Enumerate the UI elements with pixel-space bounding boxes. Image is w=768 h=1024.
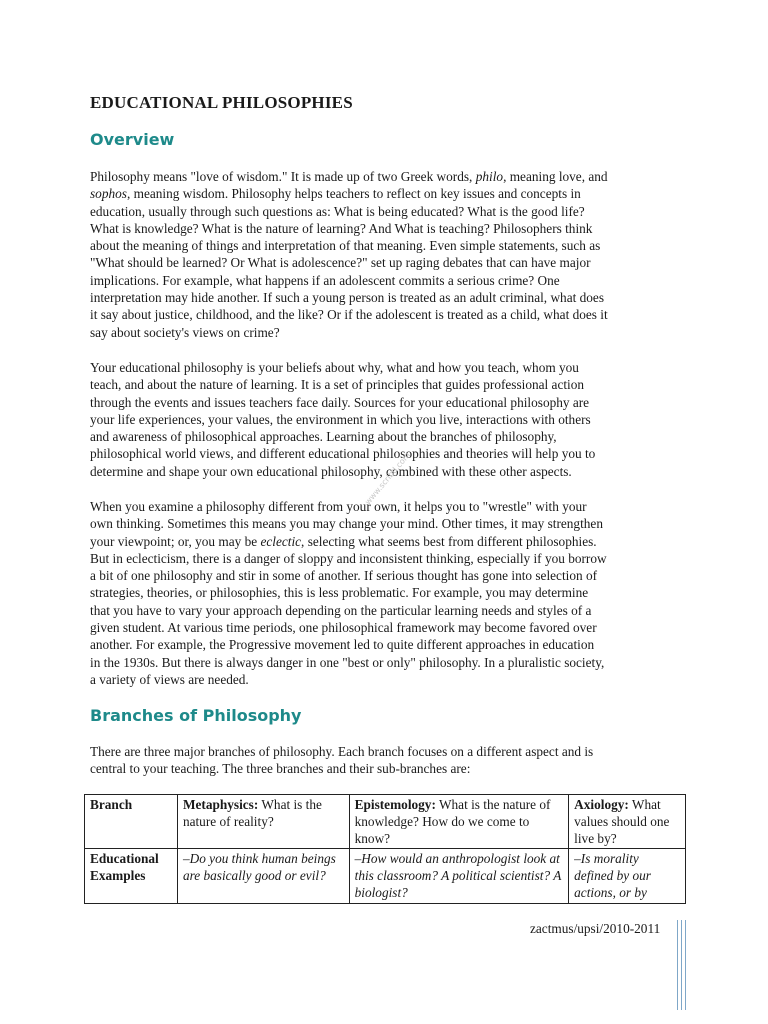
table-header-row <box>85 795 686 849</box>
overview-heading: Overview <box>90 130 175 149</box>
header-metaphysics: Metaphysics: What is the nature of reality? <box>177 795 349 849</box>
cell-metaphysics-example: –Do you think human beings are basically good or evil? <box>177 849 349 904</box>
footer-rule <box>685 920 686 1010</box>
header-axiology: Axiology: What values should one live by? <box>569 795 686 849</box>
table-row <box>85 849 686 904</box>
header-branch: Branch <box>85 795 178 849</box>
watermark: www.scribd.com <box>363 450 413 507</box>
branches-table <box>84 794 686 904</box>
paragraph-eclecticism: When you examine a philosophy different from your own, it helps you to "wrestle" with your own thinking. Sometimes this means you may change your mind. Other times, it may strengthen your viewpoint; or, you may be eclectic, selecting what seems best from different philosophies. But in eclecticism, there is a danger of sloppy and inconsistent thinking, especially if you borrow a bit of one philosophy and stir in some of another. If serious thought has gone into selection of strategies, theories, or philosophies, this is less problematic. For example, you may determine that you have to vary your approach depending on the particular learning needs and styles of a given student. At various time periods, one philosophical framework may become favored over another. For example, the Progressive movement led to quite different approaches in education in the 1930s. But there is always danger in one "best or only" philosophy. In a pluralistic society, a variety of views are needed. <box>90 499 607 687</box>
document-title: EDUCATIONAL PHILOSOPHIES <box>90 93 353 112</box>
branches-heading: Branches of Philosophy <box>90 706 302 725</box>
footer-rule <box>677 920 678 1010</box>
footer-text: zactmus/upsi/2010-2011 <box>530 921 661 936</box>
header-epistemology: Epistemology: What is the nature of knowledge? How do we come to know? <box>349 795 569 849</box>
paragraph-philosophy-meaning: Philosophy means "love of wisdom." It is made up of two Greek words, philo, meaning love, and sophos, meaning wisdom. Philosophy helps teachers to reflect on key issues and concepts in education, usually through such questions as: What is being educated? What is the good life? What is knowledge? What is the nature of learning? And What is teaching? Philosophers think about the meaning of things and interpretation of that meaning. Even simple statements, such as "What should be learned? Or What is adolescence?" set up raging debates that can have major implications. For example, what happens if an adolescent commits a serious crime? One interpretation may hide another. If such a young person is treated as an adult criminal, what does it say about justice, childhood, and the like? Or if the adolescent is treated as a child, what does it say about society's views on crime? <box>90 169 608 340</box>
paragraph-educational-philosophy: Your educational philosophy is your beliefs about why, what and how you teach, whom you teach, and about the nature of learning. It is a set of principles that guides professional action through the events and issues teachers face daily. Sources for your educational philosophy are your life experiences, your values, the environment in which you live, interactions with others and awareness of philosophical approaches. Learning about the branches of philosophy, philosophical world views, and different educational philosophies and theories will help you to determine and shape your own educational philosophy, combined with these other aspects. <box>90 360 596 479</box>
footer-rule <box>681 920 682 1010</box>
row-label: Educational Examples <box>85 849 178 904</box>
cell-axiology-example: –Is morality defined by our actions, or by <box>569 849 686 904</box>
paragraph-branches-intro: There are three major branches of philosophy. Each branch focuses on a different aspect and is central to your teaching. The three branches and their sub-branches are: <box>90 744 594 777</box>
cell-epistemology-example: –How would an anthropologist look at this classroom? A political scientist? A biologist? <box>349 849 569 904</box>
